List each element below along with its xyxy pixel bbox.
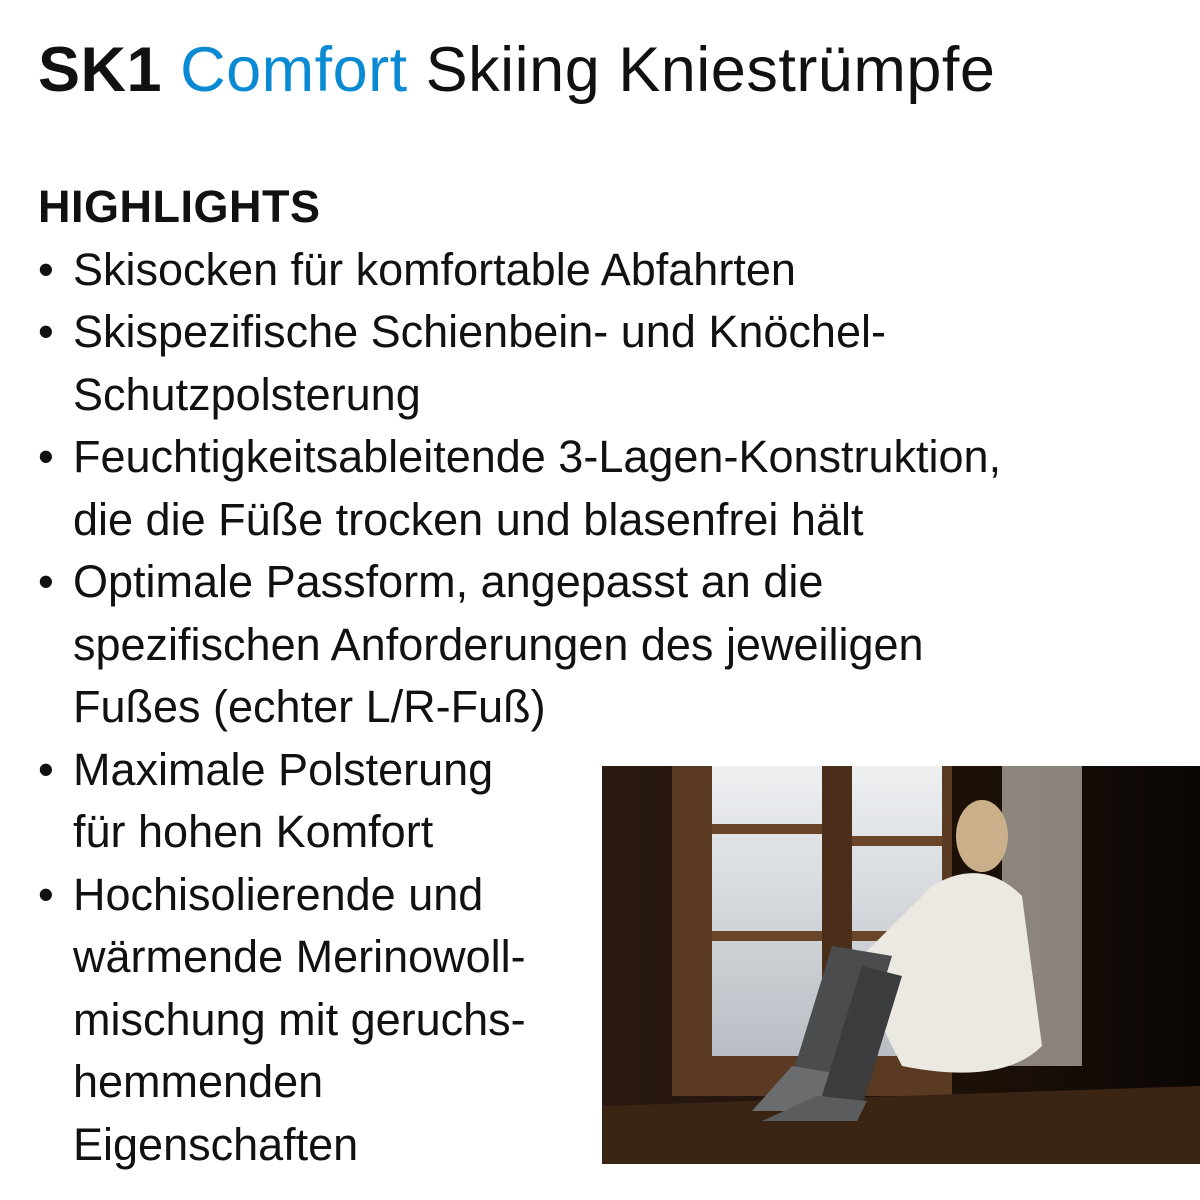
title-variant: Comfort [180,35,408,105]
highlight-item [38,551,1001,739]
highlight-text-line: Hochisolierende und [73,868,484,920]
bullet-icon: • [38,743,54,795]
highlight-text-line: für hohen Komfort [73,806,434,857]
highlight-text-line: Skispezifische Schienbein- und Knöchel- [73,306,886,357]
page-title [38,30,995,110]
bullet-icon: • [38,556,54,607]
highlight-item [38,239,1001,302]
highlight-text-line: Fußes (echter L/R-Fuß) [73,681,546,732]
highlight-text-line: wärmende Merinowoll- [73,931,526,982]
title-model: SK1 [38,35,163,105]
bullet-icon: • [38,868,54,920]
highlight-text-line: Eigenschaften [73,1118,359,1170]
bullet-icon: • [38,306,54,357]
product-photo [602,766,1200,1164]
highlight-text-line: die die Füße trocken und blasenfrei hält [73,493,864,545]
highlight-text-line: hemmenden [73,1056,324,1107]
highlight-item [38,301,1001,426]
bullet-icon: • [38,431,54,482]
highlight-text-line: Skisocken für komfortable Abfahrten [73,243,796,295]
highlight-text-line: Schutzpolsterung [73,368,421,420]
highlight-text-line: mischung mit geruchs- [73,993,526,1045]
highlight-text-line: Maximale Polsterung [73,743,494,795]
highlight-text-line: Feuchtigkeitsableitende 3-Lagen-Konstruktion, [73,431,1002,482]
highlights-heading: HIGHLIGHTS [38,181,321,232]
highlight-text-line: spezifischen Anforderungen des jeweiligen [73,618,924,670]
title-rest: Skiing Kniestrümpfe [425,35,996,105]
bullet-icon: • [38,243,54,295]
highlight-text-line: Optimale Passform, angepasst an die [73,556,824,607]
highlight-item [38,426,1001,551]
